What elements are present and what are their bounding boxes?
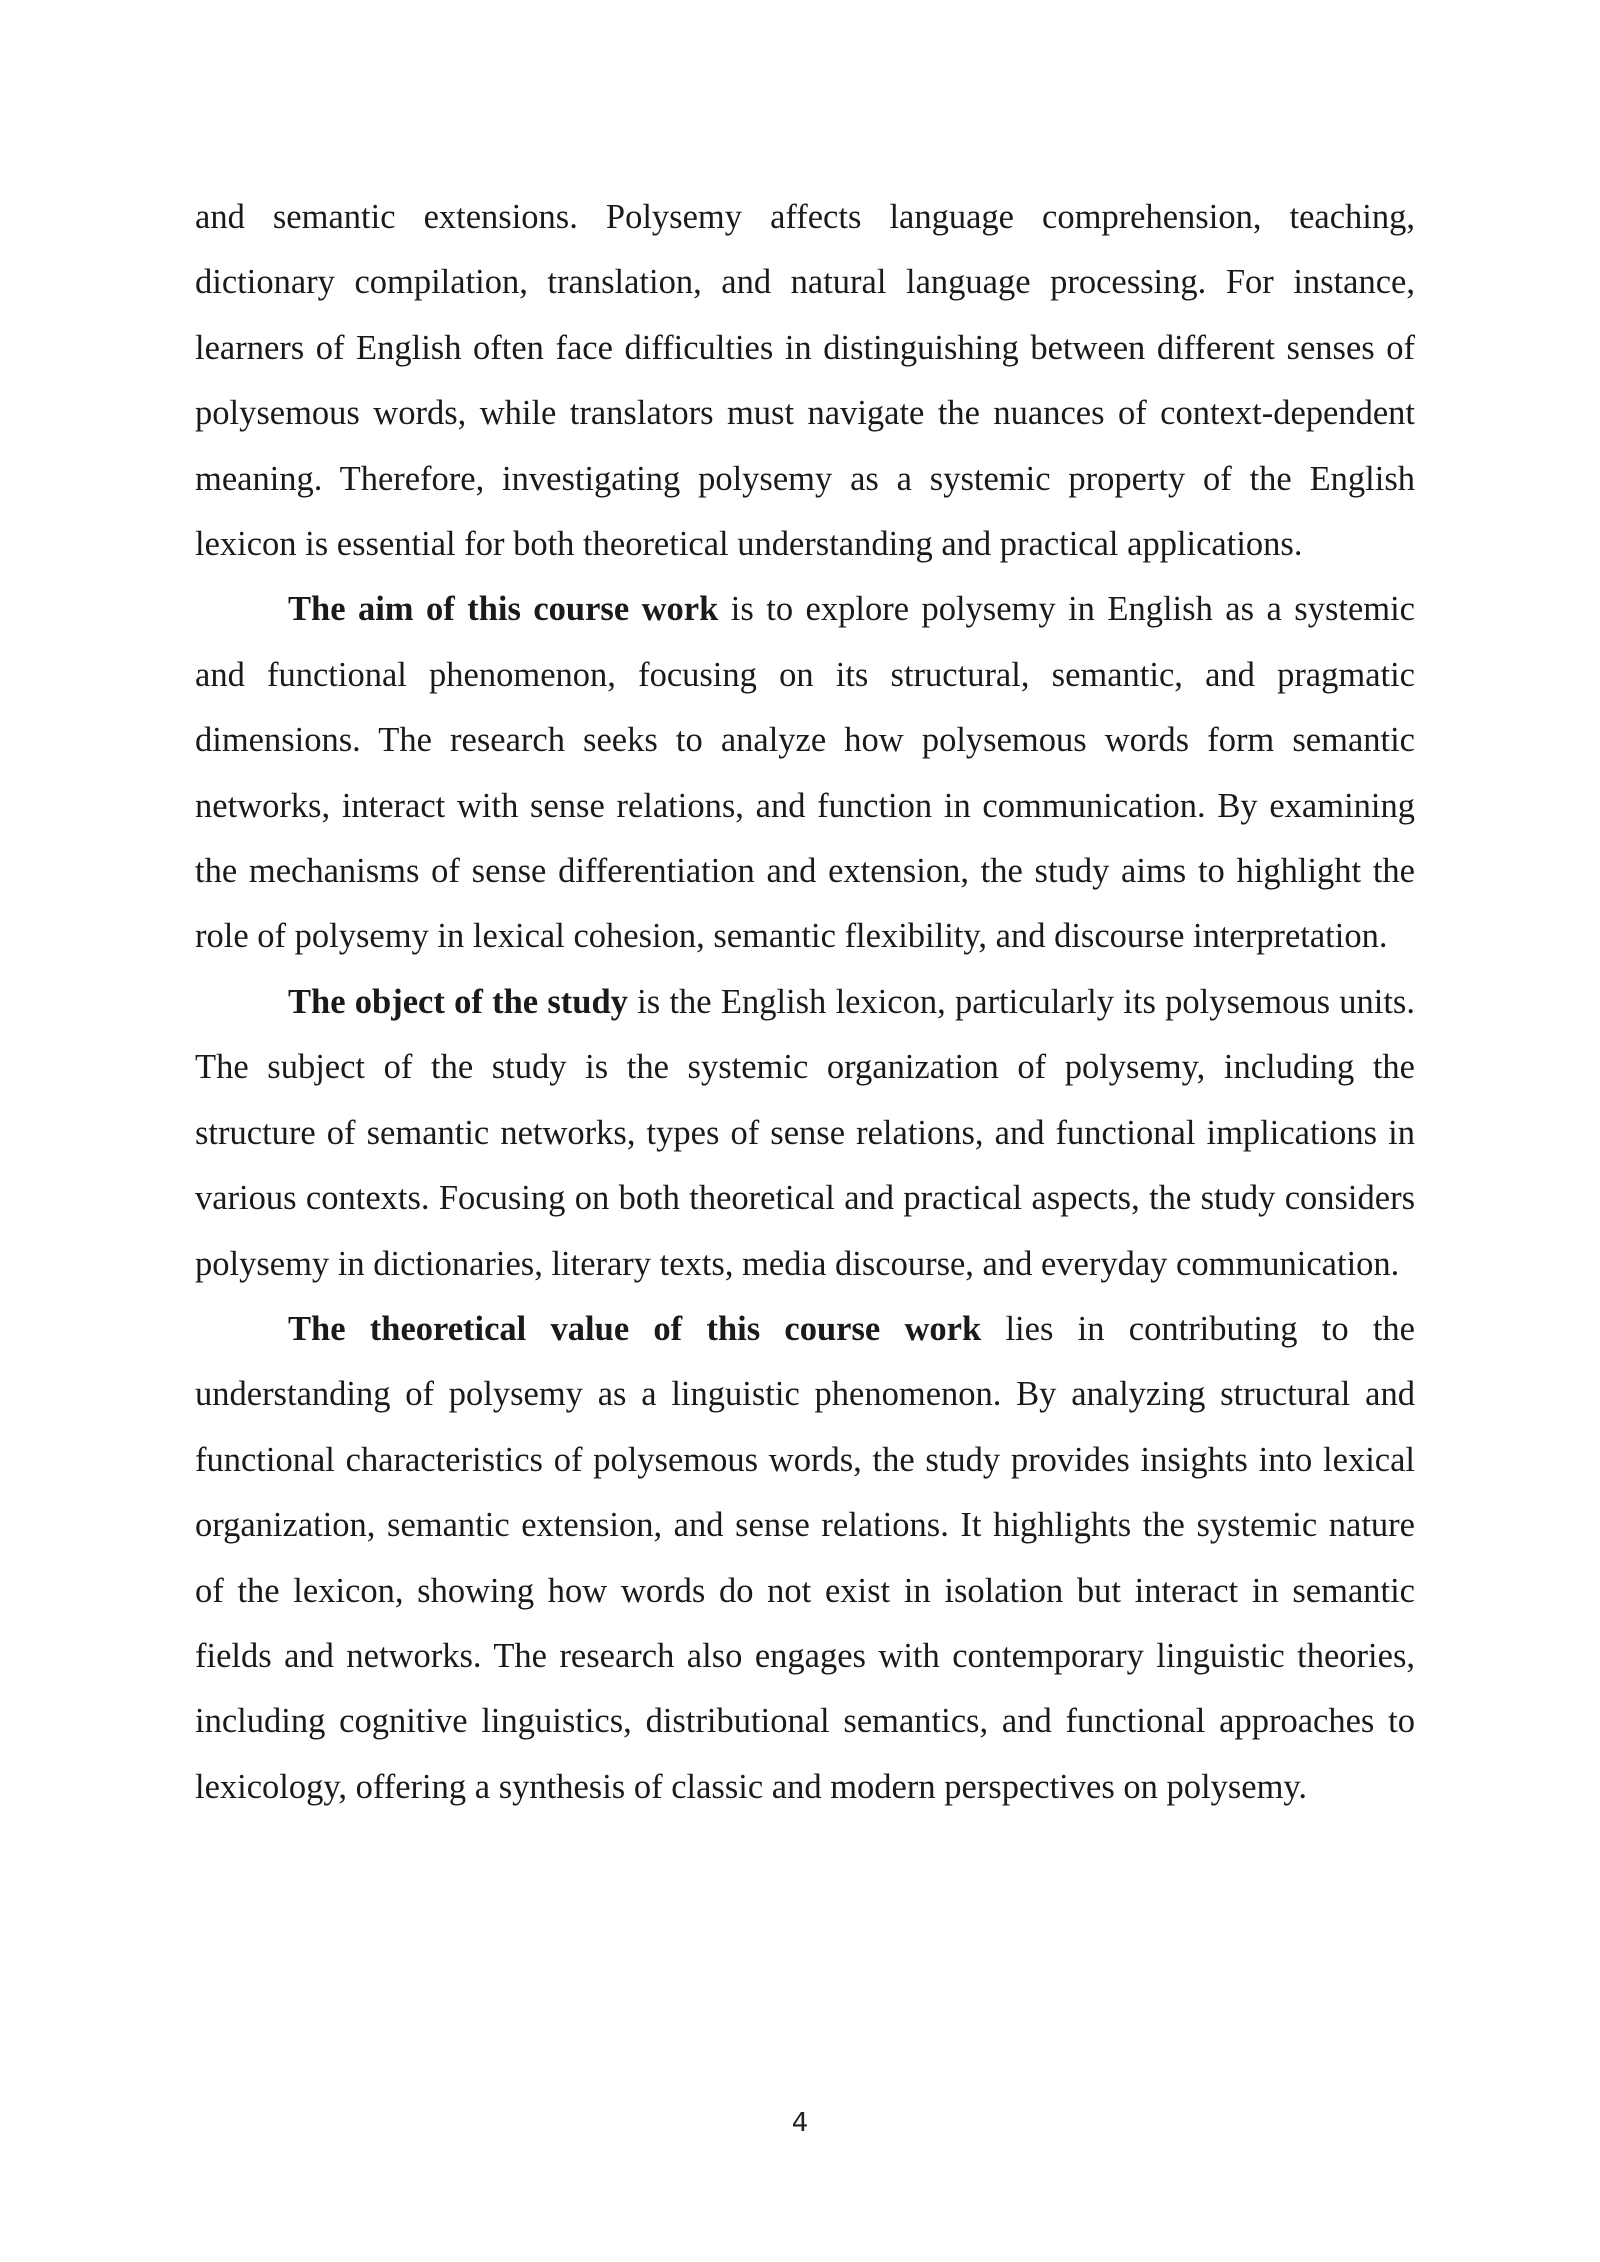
paragraph-theoretical-value <box>195 1297 1415 1820</box>
paragraph-text: and semantic extensions. Polysemy affects language comprehension, teaching, dictionary compilation, translation, and natural language processing. For instance, learners of English often face difficulties in distinguishing between different senses of polysemous words, while translators must navigate the nuances of context-dependent meaning. Therefore, investigating polysemy as a systemic property of the English lexicon is essential for both theoretical understanding and practical applications. <box>195 198 1415 564</box>
paragraph-lead-object: The object of the study <box>288 982 628 1021</box>
body-text <box>195 185 1415 1820</box>
paragraph-text: is the English lexicon, particularly its polysemous units. The subject of the study is the systemic organization of polysemy, including the structure of semantic networks, types of sense relations, and functional implications in various contexts. Focusing on both theoretical and practical aspects, the study considers polysemy in dictionaries, literary texts, media discourse, and everyday communication. <box>195 982 1415 1283</box>
paragraph-lead-theoretical-value: The theoretical value of this course work <box>288 1309 982 1348</box>
paragraph-intro-continuation <box>195 185 1415 577</box>
paragraph-object <box>195 970 1415 1297</box>
page-number: 4 <box>791 2108 809 2138</box>
paragraph-text: is to explore polysemy in English as a systemic and functional phenomenon, focusing on its structural, semantic, and pragmatic dimensions. The research seeks to analyze how polysemous words form semantic networks, interact with sense relations, and function in communication. By examining the mechanisms of sense differentiation and extension, the study aims to highlight the role of polysemy in lexical cohesion, semantic flexibility, and discourse interpretation. <box>195 590 1415 956</box>
paragraph-aim <box>195 577 1415 969</box>
paragraph-text: lies in contributing to the understanding of polysemy as a linguistic phenomenon. By analyzing structural and functional characteristics of polysemous words, the study provides insights into lexical organization, semantic extension, and sense relations. It highlights the systemic nature of the lexicon, showing how words do not exist in isolation but interact in semantic fields and networks. The research also engages with contemporary linguistic theories, including cognitive linguistics, distributional semantics, and functional approaches to lexicology, offering a synthesis of classic and modern perspectives on polysemy. <box>195 1309 1415 1806</box>
paragraph-lead-aim: The aim of this course work <box>288 590 719 629</box>
